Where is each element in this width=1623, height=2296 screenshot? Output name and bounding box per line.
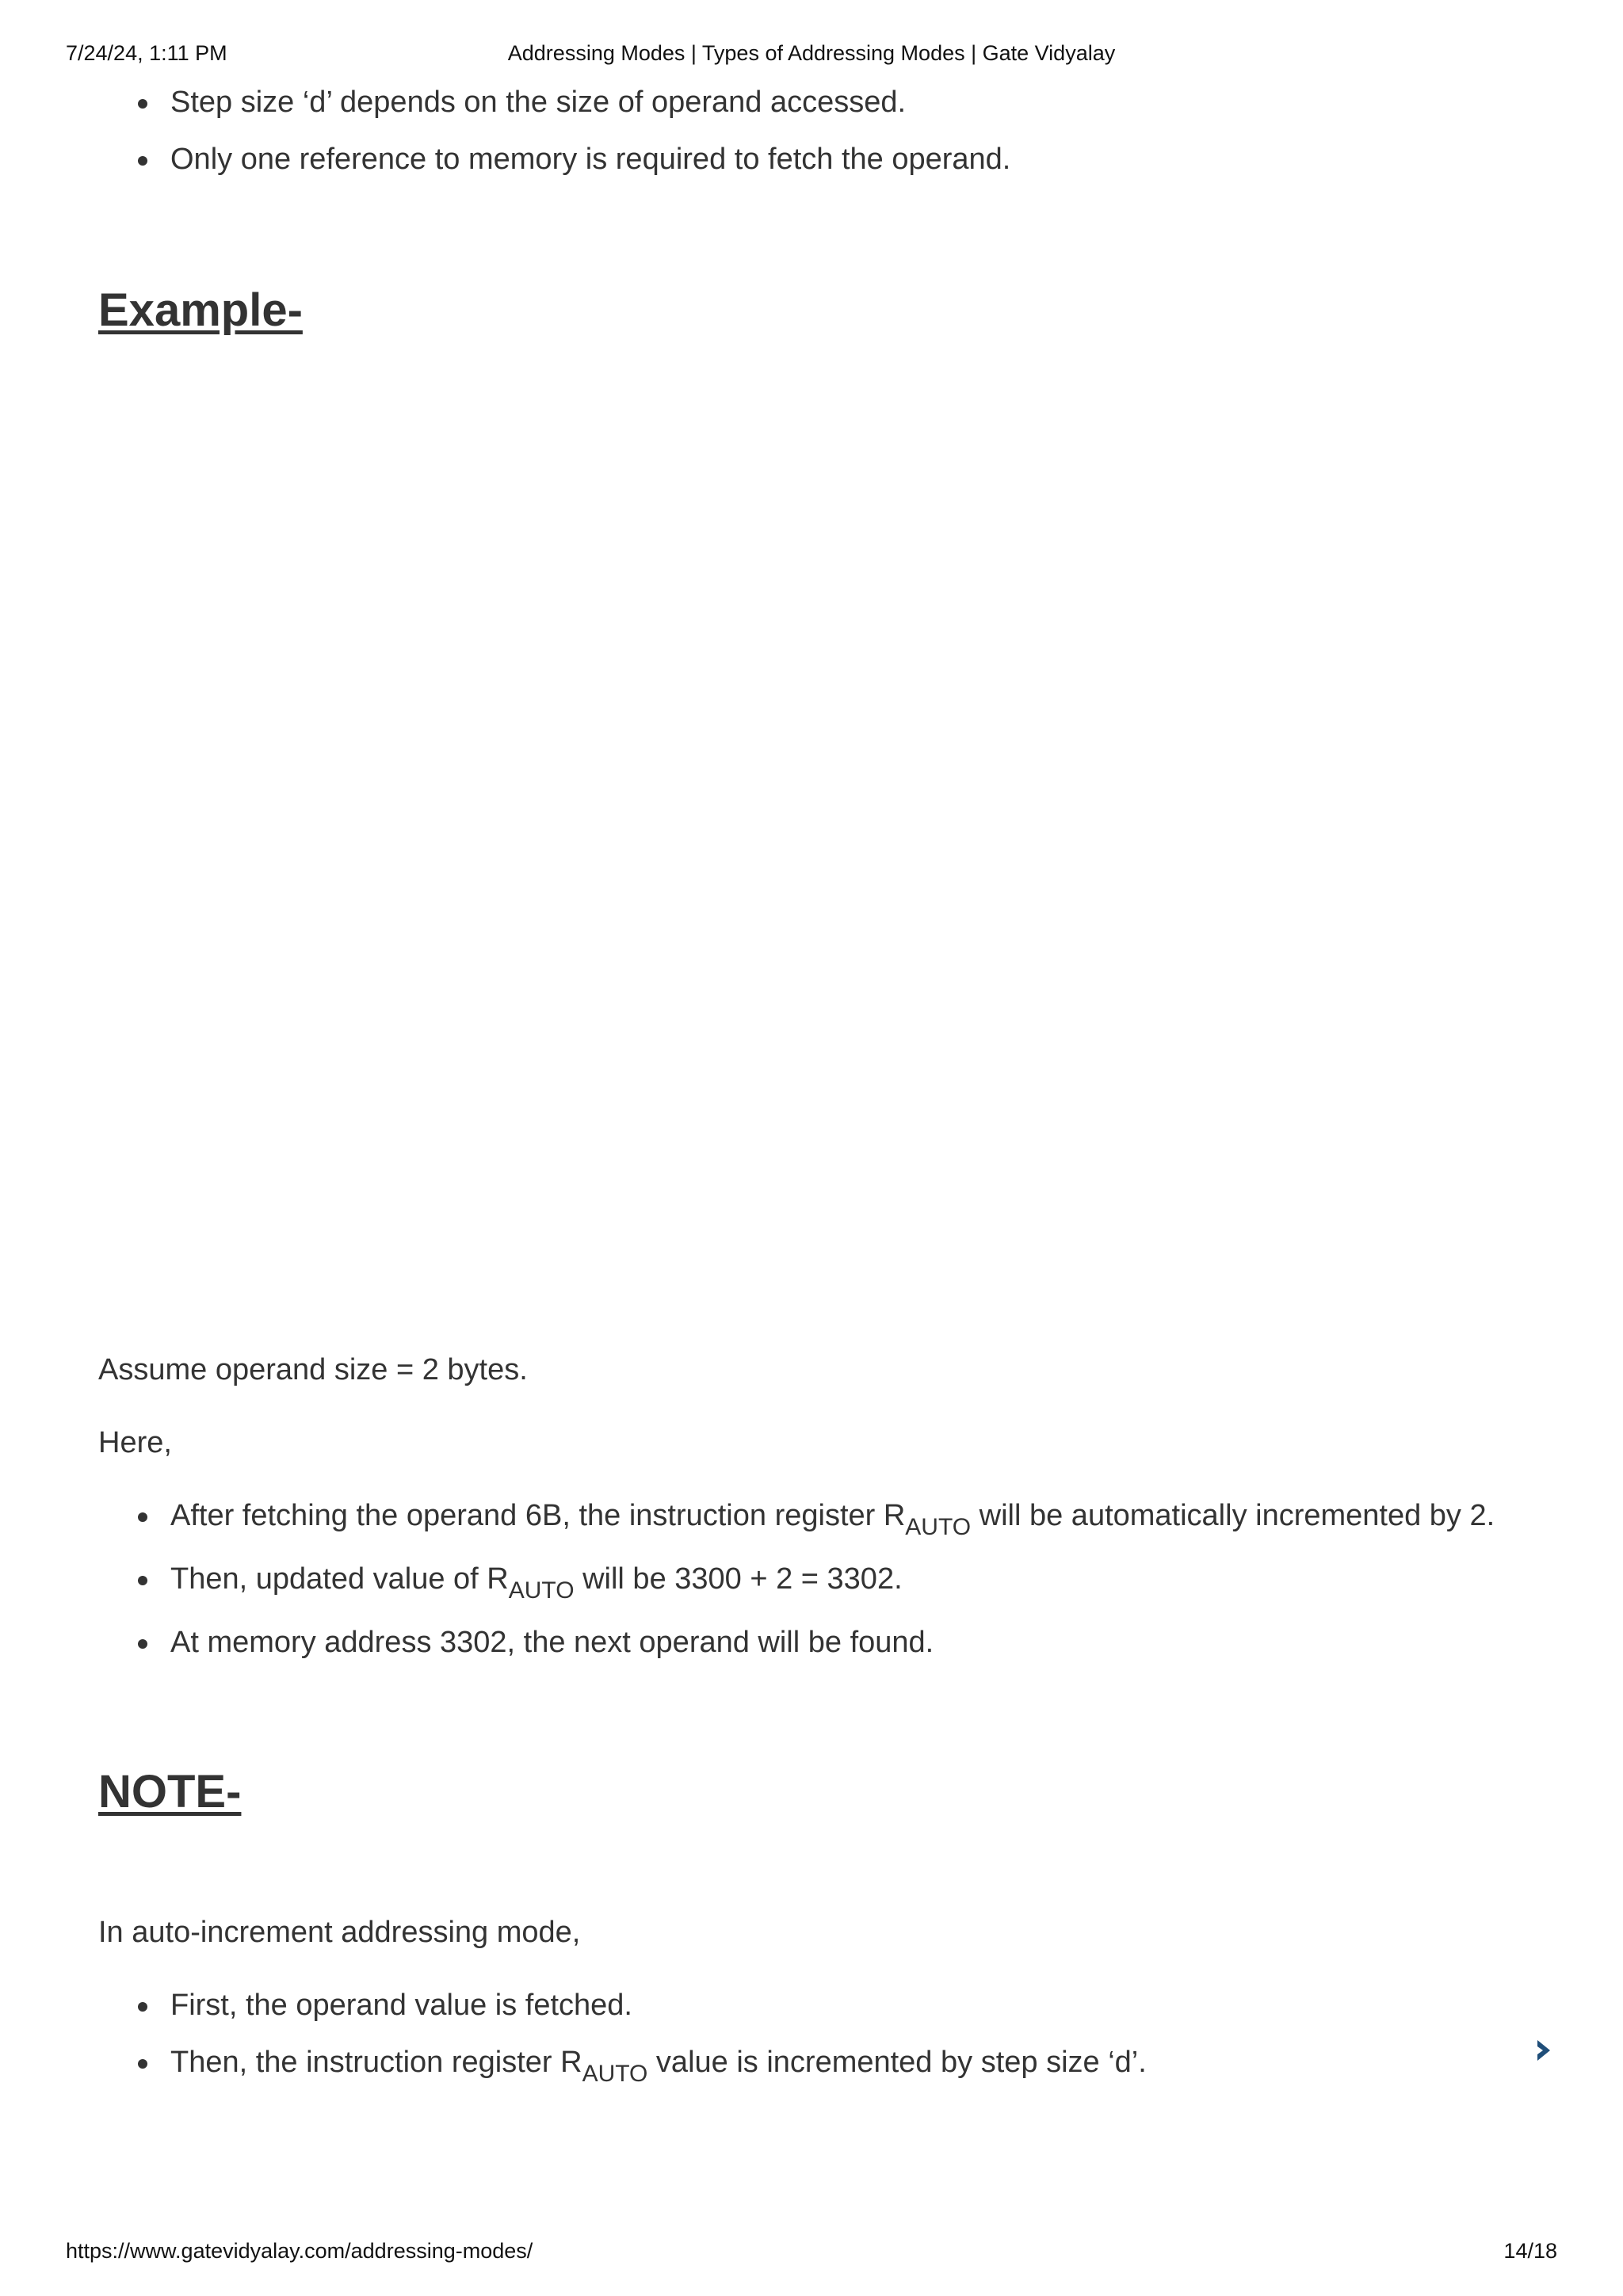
example-figure-placeholder — [98, 372, 1525, 1291]
example-heading: Example- — [98, 284, 303, 336]
print-datetime: 7/24/24, 1:11 PM — [66, 41, 227, 65]
here-text: Here, — [98, 1426, 172, 1459]
print-url: https://www.gatevidyalay.com/addressing-modes/ — [66, 2239, 533, 2263]
list-item: Then, updated value of $R_{AUTO}$ will be 3300 + 2 = 3302. — [98, 1561, 1495, 1597]
list-item: Then, the instruction register $R_{AUTO}$ value is incremented by step size ‘d’. — [98, 2044, 1147, 2081]
print-footer — [0, 2239, 1623, 2271]
list-item: First, the operand value is fetched. — [98, 1987, 1147, 2023]
note-heading: NOTE- — [98, 1766, 242, 1817]
print-page-title: Addressing Modes | Types of Addressing Modes | Gate Vidyalay — [507, 41, 1116, 65]
print-header — [0, 41, 1623, 73]
chevron-right-icon[interactable] — [1533, 2037, 1556, 2064]
note-intro-text: In auto-increment addressing mode, — [98, 1916, 581, 1949]
list-item: Step size ‘d’ depends on the size of operand accessed. — [98, 84, 1010, 120]
example-bullet-list — [98, 1497, 1495, 1661]
list-item: Only one reference to memory is required to fetch the operand. — [98, 141, 1010, 177]
list-item: After fetching the operand 6B, the instruction register $R_{AUTO}$ will be automatically incremented by 2. — [98, 1497, 1495, 1534]
list-item: At memory address 3302, the next operand will be found. — [98, 1624, 1495, 1661]
top-bullet-list — [98, 84, 1010, 177]
assume-text: Assume operand size = 2 bytes. — [98, 1353, 528, 1386]
note-bullet-list — [98, 1987, 1147, 2087]
print-page-number: 14/18 — [1503, 2239, 1557, 2263]
